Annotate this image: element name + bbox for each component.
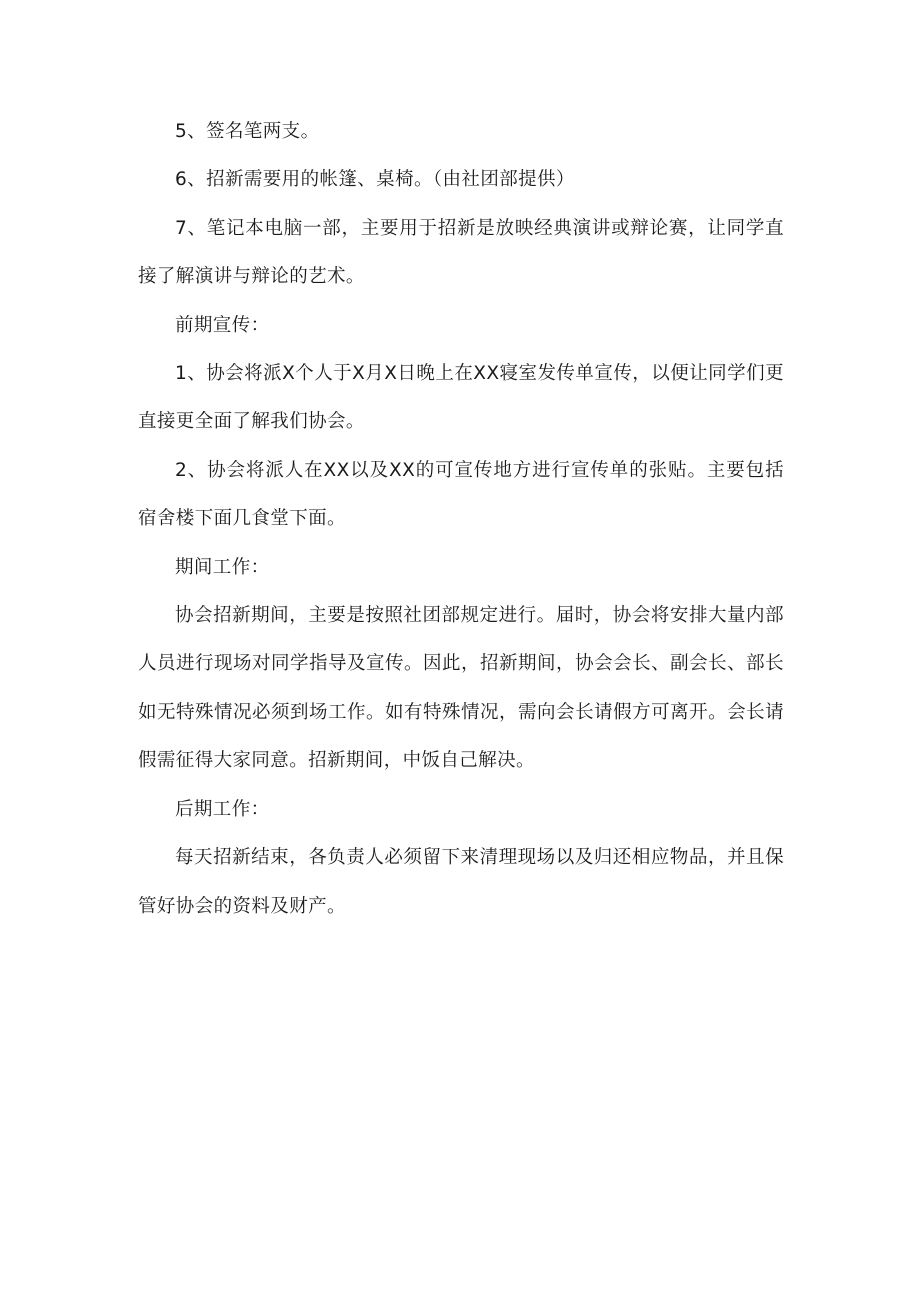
list-item-tents-tables: 6、招新需要用的帐篷、桌椅。（由社团部提供）: [175, 169, 575, 191]
promotion-item-posters: 2、协会将派人在XX以及XX的可宣传地方进行宣传单的张贴。主要包括宿舍楼下面几食堂下面。: [138, 459, 784, 530]
list-item-signature-pens: 5、签名笔两支。: [175, 121, 320, 142]
document-body: [138, 108, 784, 931]
section-heading-later-work: 后期工作：: [175, 798, 270, 820]
list-item-laptop: 7、笔记本电脑一部，主要用于招新是放映经典演讲或辩论赛，让同学直接了解演讲与辩论的艺术。: [138, 217, 784, 288]
during-work-paragraph: 协会招新期间，主要是按照社团部规定进行。届时，协会将安排大量内部人员进行现场对同学指导及宣传。因此，招新期间，协会会长、副会长、部长如无特殊情况必须到场工作。如有特殊情况，需向会长请假方可离开。会长请假需征得大家同意。招新期间，中饭自己解决。: [138, 605, 784, 772]
section-heading-promotion: 前期宣传：: [175, 314, 270, 336]
section-heading-during-work: 期间工作：: [175, 556, 270, 578]
promotion-item-flyers: 1、协会将派X个人于X月X日晚上在XX寝室发传单宣传，以便让同学们更直接更全面了解我们协会。: [138, 363, 784, 433]
later-work-paragraph: 每天招新结束，各负责人必须留下来清理现场以及归还相应物品，并且保管好协会的资料及财产。: [138, 847, 784, 917]
